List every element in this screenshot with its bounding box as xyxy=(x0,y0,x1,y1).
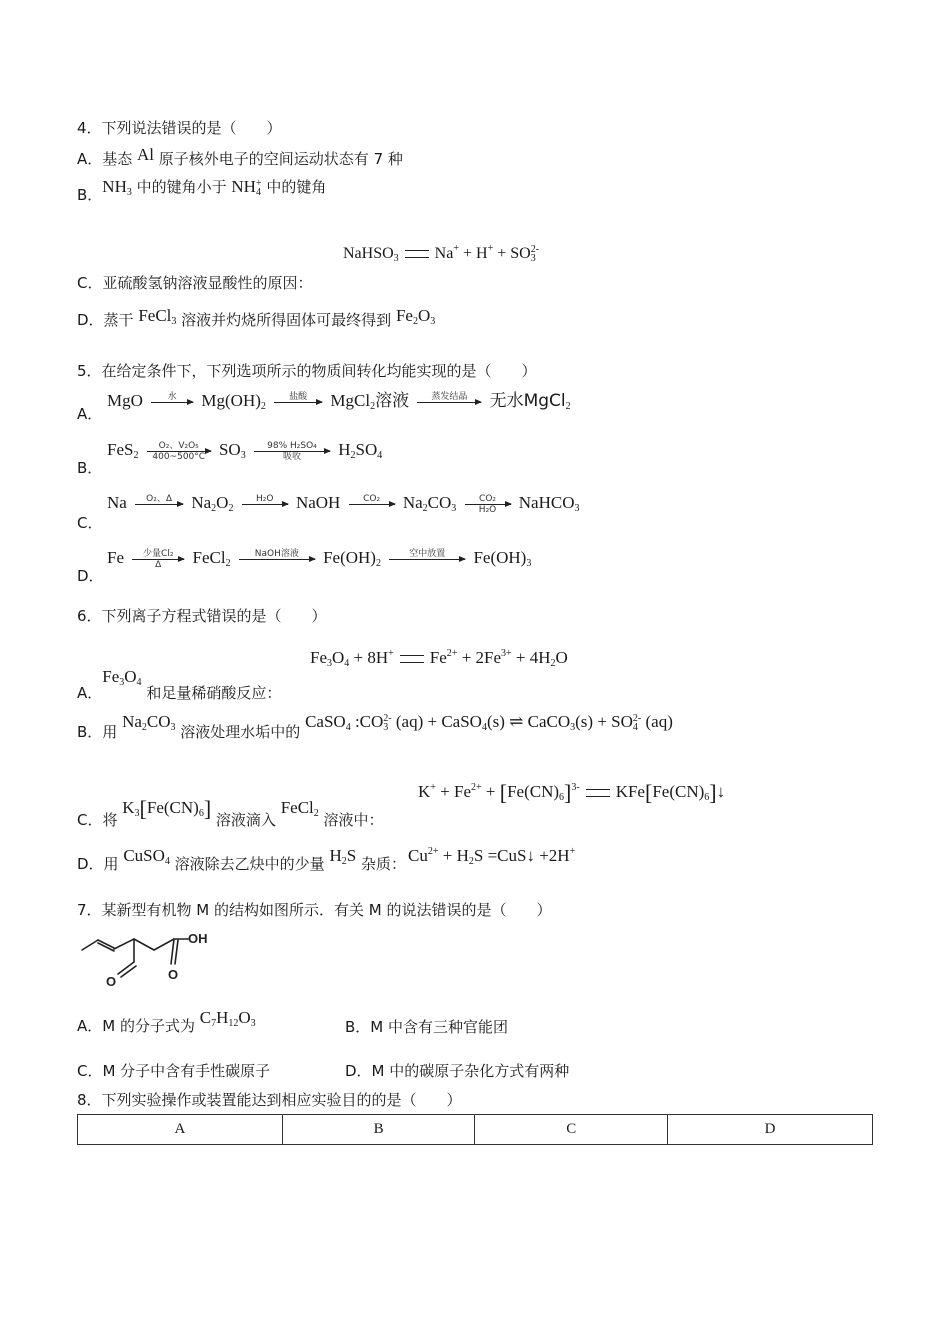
formula-nh4: NH + 4 xyxy=(231,177,262,199)
table-header-d: D xyxy=(668,1115,873,1145)
oh-label: OH xyxy=(188,931,208,946)
q5-stem: 5．在给定条件下，下列选项所示的物质间转化均能实现的是（ ） xyxy=(77,362,537,380)
table-row xyxy=(78,1115,873,1145)
table-header-b: B xyxy=(282,1115,475,1145)
q4-c-equation: NaHSO$_3$ Na+ + H+ + SO 2- 3 xyxy=(343,243,540,265)
q5-option-b-chain: FeS$_2$ $\frac{\text{O₂、V₂O₅}}{400\sim 500^\circ C}$ $SO_3$ 98% H₂SO₄ 吸收 $H_2SO_4$ xyxy=(107,440,383,462)
q4-option-d: D．蒸干 FeCl$_3$ 溶液并灼烧所得固体可最终得到 $Fe_2O_3$ xyxy=(77,306,436,329)
q4-stem: 4．下列说法错误的是（ ） xyxy=(77,119,282,137)
q4-option-b: B．$NH_3$ 中的键角小于 NH + 4 中的键角 xyxy=(77,177,327,204)
o-label-aldehyde: O xyxy=(106,974,117,989)
q8-stem: 8．下列实验操作或装置能达到相应实验目的的是（ ） xyxy=(77,1091,462,1109)
q6-b-equation: CaSO$_4$ :CO 2- 3 (aq) + CaSO$_4$(s) ⇌ CaCO$_3$(s) + SO 2- 4 (aq) xyxy=(305,712,673,734)
o-label-carboxyl: O xyxy=(168,967,179,982)
q6-d-equation: $Cu^{2+} + H_2S$ =CuS↓ +2H+ xyxy=(407,846,576,867)
q5-option-a-chain: MgO 水 $Mg(OH)_2$ 盐酸 MgCl$_2$溶液 蒸发结晶 无水MgCl$_2$ xyxy=(107,391,571,412)
q6-c-equation: $K^+ + Fe^{2+} + [Fe(CN)_6]^{3-}$ $KFe[Fe(CN)_6]↓$ xyxy=(418,780,726,805)
q7-option-b: B．M 中含有三种官能团 xyxy=(345,1018,509,1036)
q6-option-a: A．$Fe_3O_4$ 和足量稀硝酸反应： xyxy=(77,667,282,702)
q6-option-c: C．将 $K_3[Fe(CN)_6]$ 溶液滴入 FeCl$_2$ 溶液中： xyxy=(77,796,384,829)
q5-option-b-label: B． xyxy=(77,459,103,477)
q5-option-c-label: C． xyxy=(77,514,103,532)
q7-option-d: D．M 中的碳原子杂化方式有两种 xyxy=(345,1062,570,1080)
q5-option-a-label: A． xyxy=(77,405,103,423)
q5-option-c-chain: Na O₂、Δ $Na_2O_2$ H₂O NaOH CO₂ $Na_2CO_3$ $\frac{\text{CO₂}}{\text{H₂O}}$ NaHCO$_3$ xyxy=(107,493,580,515)
q7-stem: 7．某新型有机物 M 的结构如图所示．有关 M 的说法错误的是（ ） xyxy=(77,901,552,919)
q8-options-table xyxy=(77,1114,873,1145)
q5-option-d-label: D． xyxy=(77,567,104,585)
q7-option-c: C．M 分子中含有手性碳原子 xyxy=(77,1062,271,1080)
q4-option-a: A．基态 Al 原子核外电子的空间运动状态有 7 种 xyxy=(77,145,403,168)
table-header-c: C xyxy=(475,1115,668,1145)
q7-structure-diagram xyxy=(78,926,218,990)
q6-stem: 6．下列离子方程式错误的是（ ） xyxy=(77,607,327,625)
q6-option-d: D．用 CuSO$_4$ 溶液除去乙炔中的少量 $H_2S$ 杂质： $Cu^{2+} + H_2S$ =CuS↓ +2H+ xyxy=(77,846,576,873)
q6-option-b: B．用 $Na_2CO_3$ 溶液处理水垢中的 CaSO$_4$ :CO 2- 3 (aq) + CaSO$_4$(s) ⇌ CaCO$_3$(s) + SO 2- 4 (aq) xyxy=(77,712,673,741)
q7-option-a: A．M 的分子式为 $C_7H_{12}O_3$ xyxy=(77,1008,256,1035)
formula-nh3: $NH_3$ xyxy=(102,177,132,198)
q5-option-d-chain: Fe 少量Cl₂ Δ FeCl$_2$ NaOH溶液 $Fe(OH)_2$ 空中放置 $Fe(OH)_3$ xyxy=(107,548,532,570)
table-header-a: A xyxy=(78,1115,283,1145)
q6-a-equation: $Fe_3O_4 + 8H^+$ $Fe^{2+} + 2Fe^{3+} + 4H_2O$ xyxy=(310,648,568,669)
q4-option-c: C．亚硫酸氢钠溶液显酸性的原因： xyxy=(77,274,313,292)
